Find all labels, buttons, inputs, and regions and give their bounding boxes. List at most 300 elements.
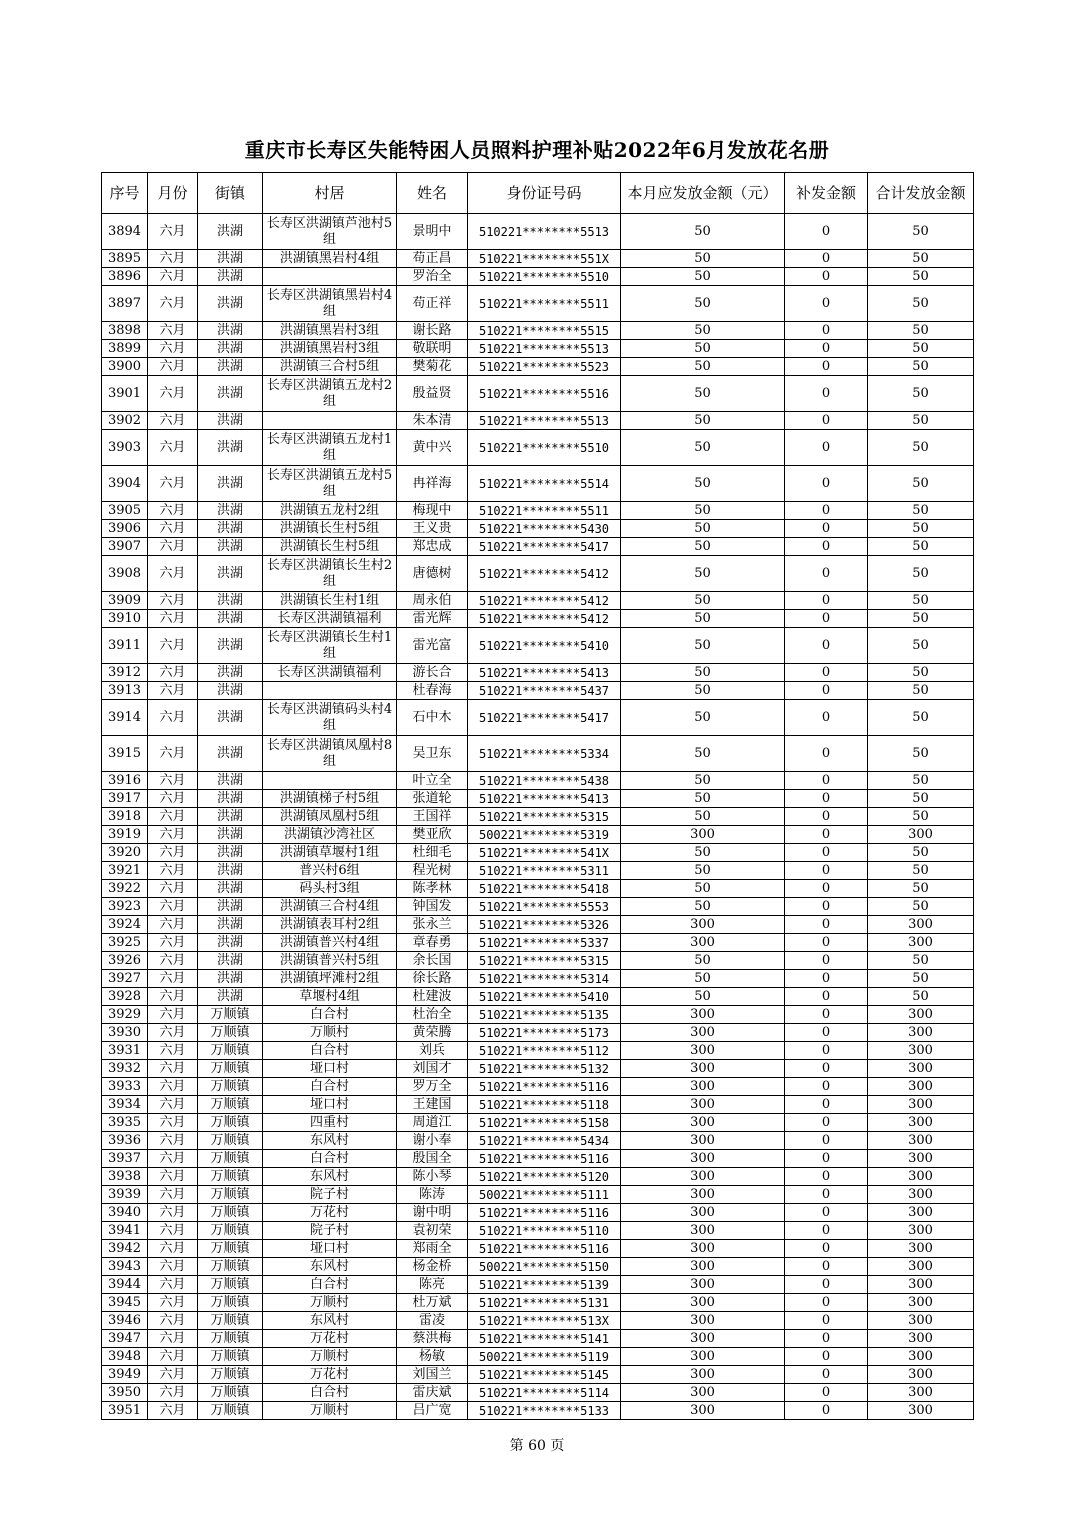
village-cell: 垭口村 [263,1060,397,1078]
name-cell: 景明中 [397,214,468,250]
amount-cell: 50 [621,988,785,1006]
name-cell: 周道江 [397,1114,468,1132]
supplement-cell: 0 [785,862,868,880]
amount-cell: 50 [621,268,785,286]
month-cell: 六月 [148,898,198,916]
town-cell: 洪湖 [198,592,263,610]
id-cell: 510221********5510 [468,430,621,466]
month-cell: 六月 [148,880,198,898]
seq-cell: 3923 [102,898,148,916]
name-cell: 杨敏 [397,1348,468,1366]
town-cell: 万顺镇 [198,1078,263,1096]
town-cell: 洪湖 [198,736,263,772]
total-cell: 300 [868,826,974,844]
village-cell: 万顺村 [263,1402,397,1420]
total-cell: 50 [868,502,974,520]
table-row [102,1150,974,1168]
village-cell: 洪湖镇长生村5组 [263,538,397,556]
id-cell: 510221********5437 [468,682,621,700]
supplement-cell: 0 [785,502,868,520]
id-cell: 510221********5158 [468,1114,621,1132]
village-cell: 长寿区洪湖镇福利 [263,664,397,682]
table-row [102,1348,974,1366]
name-cell: 雷凌 [397,1312,468,1330]
month-cell: 六月 [148,1114,198,1132]
supplement-cell: 0 [785,916,868,934]
name-cell: 杜建波 [397,988,468,1006]
month-cell: 六月 [148,1006,198,1024]
supplement-cell: 0 [785,1384,868,1402]
total-cell: 300 [868,1042,974,1060]
name-cell: 王义贵 [397,520,468,538]
month-cell: 六月 [148,1240,198,1258]
id-cell: 510221********5315 [468,952,621,970]
seq-cell: 3911 [102,628,148,664]
town-cell: 万顺镇 [198,1042,263,1060]
town-cell: 洪湖 [198,682,263,700]
id-cell: 510221********551X [468,250,621,268]
month-cell: 六月 [148,1024,198,1042]
town-cell: 万顺镇 [198,1204,263,1222]
seq-cell: 3949 [102,1366,148,1384]
header-col-supplement: 补发金额 [785,173,868,214]
supplement-cell: 0 [785,268,868,286]
amount-cell: 50 [621,538,785,556]
supplement-cell: 0 [785,322,868,340]
name-cell: 石中木 [397,700,468,736]
table-row [102,826,974,844]
amount-cell: 50 [621,898,785,916]
id-cell: 510221********5523 [468,358,621,376]
amount-cell: 50 [621,250,785,268]
total-cell: 300 [868,1168,974,1186]
supplement-cell: 0 [785,1024,868,1042]
amount-cell: 300 [621,1258,785,1276]
table-row [102,1402,974,1420]
amount-cell: 50 [621,790,785,808]
total-cell: 300 [868,1276,974,1294]
table-row [102,268,974,286]
name-cell: 罗万全 [397,1078,468,1096]
total-cell: 300 [868,934,974,952]
amount-cell: 300 [621,916,785,934]
town-cell: 万顺镇 [198,1024,263,1042]
village-cell: 长寿区洪湖镇码头村4组 [263,700,397,736]
town-cell: 洪湖 [198,880,263,898]
village-cell: 万顺村 [263,1024,397,1042]
table-row [102,682,974,700]
seq-cell: 3927 [102,970,148,988]
name-cell: 黄中兴 [397,430,468,466]
seq-cell: 3950 [102,1384,148,1402]
village-cell: 长寿区洪湖镇长生村1组 [263,628,397,664]
seq-cell: 3918 [102,808,148,826]
total-cell: 50 [868,880,974,898]
name-cell: 余长国 [397,952,468,970]
total-cell: 300 [868,1132,974,1150]
table-row [102,1222,974,1240]
supplement-cell: 0 [785,520,868,538]
town-cell: 洪湖 [198,502,263,520]
amount-cell: 50 [621,628,785,664]
name-cell: 郑忠成 [397,538,468,556]
village-cell: 白合村 [263,1150,397,1168]
name-cell: 樊亚欣 [397,826,468,844]
seq-cell: 3942 [102,1240,148,1258]
supplement-cell: 0 [785,1222,868,1240]
table-row [102,970,974,988]
seq-cell: 3900 [102,358,148,376]
total-cell: 50 [868,808,974,826]
village-cell: 洪湖镇凤凰村5组 [263,808,397,826]
town-cell: 万顺镇 [198,1240,263,1258]
id-cell: 510221********5412 [468,556,621,592]
supplement-cell: 0 [785,340,868,358]
name-cell: 罗治全 [397,268,468,286]
id-cell: 510221********513X [468,1312,621,1330]
supplement-cell: 0 [785,700,868,736]
table-row [102,556,974,592]
month-cell: 六月 [148,538,198,556]
header-col-total: 合计发放金额 [868,173,974,214]
table-row [102,286,974,322]
id-cell: 510221********5314 [468,970,621,988]
amount-cell: 50 [621,970,785,988]
total-cell: 50 [868,358,974,376]
month-cell: 六月 [148,1276,198,1294]
supplement-cell: 0 [785,430,868,466]
id-cell: 510221********5139 [468,1276,621,1294]
table-row [102,520,974,538]
month-cell: 六月 [148,844,198,862]
month-cell: 六月 [148,628,198,664]
village-cell: 长寿区洪湖镇福利 [263,610,397,628]
seq-cell: 3937 [102,1150,148,1168]
amount-cell: 50 [621,682,785,700]
name-cell: 刘国才 [397,1060,468,1078]
page-title: 重庆市长寿区失能特困人员照料护理补贴2022年6月发放花名册 [244,138,830,162]
town-cell: 洪湖 [198,466,263,502]
total-cell: 50 [868,610,974,628]
village-cell: 洪湖镇表耳村2组 [263,916,397,934]
total-cell: 50 [868,988,974,1006]
month-cell: 六月 [148,970,198,988]
village-cell: 万花村 [263,1366,397,1384]
seq-cell: 3913 [102,682,148,700]
id-cell: 510221********5315 [468,808,621,826]
table-row [102,934,974,952]
amount-cell: 50 [621,358,785,376]
id-cell: 510221********5135 [468,1006,621,1024]
table-row [102,250,974,268]
village-cell: 普兴村6组 [263,862,397,880]
town-cell: 洪湖 [198,376,263,412]
id-cell: 510221********5511 [468,286,621,322]
seq-cell: 3943 [102,1258,148,1276]
town-cell: 洪湖 [198,700,263,736]
supplement-cell: 0 [785,250,868,268]
name-cell: 谢小奉 [397,1132,468,1150]
id-cell: 510221********5116 [468,1078,621,1096]
month-cell: 六月 [148,772,198,790]
village-cell: 四重村 [263,1114,397,1132]
supplement-cell: 0 [785,988,868,1006]
month-cell: 六月 [148,430,198,466]
month-cell: 六月 [148,736,198,772]
total-cell: 50 [868,340,974,358]
supplement-cell: 0 [785,772,868,790]
header-col-seq: 序号 [102,173,148,214]
total-cell: 50 [868,430,974,466]
total-cell: 300 [868,1330,974,1348]
village-cell: 白合村 [263,1006,397,1024]
name-cell: 叶立全 [397,772,468,790]
table-row [102,700,974,736]
name-cell: 苟正祥 [397,286,468,322]
town-cell: 洪湖 [198,664,263,682]
table-row [102,1366,974,1384]
village-cell: 洪湖镇普兴村4组 [263,934,397,952]
total-cell: 50 [868,556,974,592]
table-row [102,466,974,502]
town-cell: 洪湖 [198,214,263,250]
header-col-month: 月份 [148,173,198,214]
month-cell: 六月 [148,502,198,520]
total-cell: 300 [868,1312,974,1330]
amount-cell: 300 [621,1312,785,1330]
month-cell: 六月 [148,1330,198,1348]
table-row [102,1132,974,1150]
table-row [102,880,974,898]
town-cell: 万顺镇 [198,1096,263,1114]
month-cell: 六月 [148,376,198,412]
total-cell: 50 [868,538,974,556]
village-cell: 洪湖镇三合村5组 [263,358,397,376]
seq-cell: 3898 [102,322,148,340]
supplement-cell: 0 [785,1006,868,1024]
amount-cell: 300 [621,1042,785,1060]
month-cell: 六月 [148,1258,198,1276]
total-cell: 50 [868,592,974,610]
supplement-cell: 0 [785,376,868,412]
town-cell: 万顺镇 [198,1312,263,1330]
seq-cell: 3951 [102,1402,148,1420]
seq-cell: 3901 [102,376,148,412]
table-row [102,736,974,772]
village-cell: 垭口村 [263,1096,397,1114]
total-cell: 50 [868,376,974,412]
amount-cell: 50 [621,808,785,826]
month-cell: 六月 [148,916,198,934]
total-cell: 50 [868,772,974,790]
village-cell: 长寿区洪湖镇黑岩村4组 [263,286,397,322]
name-cell: 樊菊花 [397,358,468,376]
supplement-cell: 0 [785,1204,868,1222]
village-cell: 长寿区洪湖镇五龙村5组 [263,466,397,502]
month-cell: 六月 [148,862,198,880]
table-row [102,1114,974,1132]
town-cell: 洪湖 [198,808,263,826]
table-row [102,1384,974,1402]
supplement-cell: 0 [785,286,868,322]
village-cell: 东风村 [263,1168,397,1186]
seq-cell: 3932 [102,1060,148,1078]
month-cell: 六月 [148,1366,198,1384]
id-cell: 510221********5413 [468,790,621,808]
month-cell: 六月 [148,1402,198,1420]
id-cell: 510221********5337 [468,934,621,952]
supplement-cell: 0 [785,1060,868,1078]
name-cell: 游长合 [397,664,468,682]
town-cell: 洪湖 [198,934,263,952]
month-cell: 六月 [148,1132,198,1150]
supplement-cell: 0 [785,682,868,700]
total-cell: 50 [868,466,974,502]
id-cell: 510221********5334 [468,736,621,772]
supplement-cell: 0 [785,934,868,952]
table-row [102,1042,974,1060]
name-cell: 殷益贤 [397,376,468,412]
id-cell: 510221********5410 [468,988,621,1006]
amount-cell: 50 [621,376,785,412]
village-cell: 东风村 [263,1258,397,1276]
town-cell: 万顺镇 [198,1276,263,1294]
seq-cell: 3924 [102,916,148,934]
supplement-cell: 0 [785,970,868,988]
town-cell: 洪湖 [198,556,263,592]
village-cell: 万花村 [263,1204,397,1222]
village-cell: 洪湖镇普兴村5组 [263,952,397,970]
month-cell: 六月 [148,340,198,358]
month-cell: 六月 [148,1060,198,1078]
total-cell: 50 [868,898,974,916]
supplement-cell: 0 [785,790,868,808]
seq-cell: 3914 [102,700,148,736]
id-cell: 510221********5438 [468,772,621,790]
supplement-cell: 0 [785,880,868,898]
name-cell: 蔡洪梅 [397,1330,468,1348]
id-cell: 500221********5119 [468,1348,621,1366]
amount-cell: 300 [621,1330,785,1348]
total-cell: 300 [868,1384,974,1402]
id-cell: 510221********5513 [468,412,621,430]
seq-cell: 3921 [102,862,148,880]
town-cell: 洪湖 [198,268,263,286]
name-cell: 杜细毛 [397,844,468,862]
seq-cell: 3894 [102,214,148,250]
town-cell: 洪湖 [198,862,263,880]
village-cell: 万顺村 [263,1294,397,1312]
amount-cell: 50 [621,952,785,970]
id-cell: 510221********5516 [468,376,621,412]
supplement-cell: 0 [785,592,868,610]
month-cell: 六月 [148,556,198,592]
name-cell: 周永伯 [397,592,468,610]
town-cell: 洪湖 [198,844,263,862]
id-cell: 510221********5141 [468,1330,621,1348]
amount-cell: 50 [621,862,785,880]
town-cell: 万顺镇 [198,1168,263,1186]
id-cell: 510221********5410 [468,628,621,664]
total-cell: 300 [868,1294,974,1312]
id-cell: 500221********5319 [468,826,621,844]
table-row [102,1330,974,1348]
id-cell: 510221********5114 [468,1384,621,1402]
name-cell: 王国祥 [397,808,468,826]
village-cell [263,772,397,790]
month-cell: 六月 [148,286,198,322]
id-cell: 510221********5112 [468,1042,621,1060]
id-cell: 510221********5513 [468,214,621,250]
table-row [102,430,974,466]
village-cell: 长寿区洪湖镇长生村2组 [263,556,397,592]
total-cell: 300 [868,1258,974,1276]
id-cell: 510221********5514 [468,466,621,502]
village-cell: 东风村 [263,1132,397,1150]
village-cell: 院子村 [263,1222,397,1240]
name-cell: 杜春海 [397,682,468,700]
town-cell: 洪湖 [198,970,263,988]
amount-cell: 300 [621,1348,785,1366]
supplement-cell: 0 [785,1330,868,1348]
page-number: 第 60 页 [509,1438,565,1454]
month-cell: 六月 [148,1222,198,1240]
village-cell: 洪湖镇草堰村1组 [263,844,397,862]
name-cell: 钟国发 [397,898,468,916]
name-cell: 陈小琴 [397,1168,468,1186]
amount-cell: 300 [621,1204,785,1222]
village-cell: 草堰村4组 [263,988,397,1006]
table-row [102,1258,974,1276]
month-cell: 六月 [148,664,198,682]
total-cell: 50 [868,268,974,286]
town-cell: 万顺镇 [198,1006,263,1024]
name-cell: 梅现中 [397,502,468,520]
table-row [102,1204,974,1222]
seq-cell: 3929 [102,1006,148,1024]
total-cell: 300 [868,1204,974,1222]
table-row [102,952,974,970]
total-cell: 50 [868,664,974,682]
amount-cell: 50 [621,322,785,340]
seq-cell: 3912 [102,664,148,682]
village-cell: 白合村 [263,1384,397,1402]
village-cell: 洪湖镇梯子村5组 [263,790,397,808]
header-col-id: 身份证号码 [468,173,621,214]
amount-cell: 300 [621,1024,785,1042]
village-cell: 长寿区洪湖镇凤凰村8组 [263,736,397,772]
table-row [102,844,974,862]
village-cell: 洪湖镇长生村5组 [263,520,397,538]
supplement-cell: 0 [785,1042,868,1060]
table-body [102,214,974,1420]
id-cell: 510221********541X [468,844,621,862]
table-row [102,808,974,826]
supplement-cell: 0 [785,610,868,628]
village-cell: 白合村 [263,1078,397,1096]
supplement-cell: 0 [785,1186,868,1204]
supplement-cell: 0 [785,952,868,970]
name-cell: 章春勇 [397,934,468,952]
total-cell: 300 [868,916,974,934]
supplement-cell: 0 [785,1366,868,1384]
supplement-cell: 0 [785,1240,868,1258]
table-row [102,1024,974,1042]
village-cell: 长寿区洪湖镇五龙村1组 [263,430,397,466]
id-cell: 500221********5150 [468,1258,621,1276]
roster-table [101,172,974,1420]
seq-cell: 3934 [102,1096,148,1114]
